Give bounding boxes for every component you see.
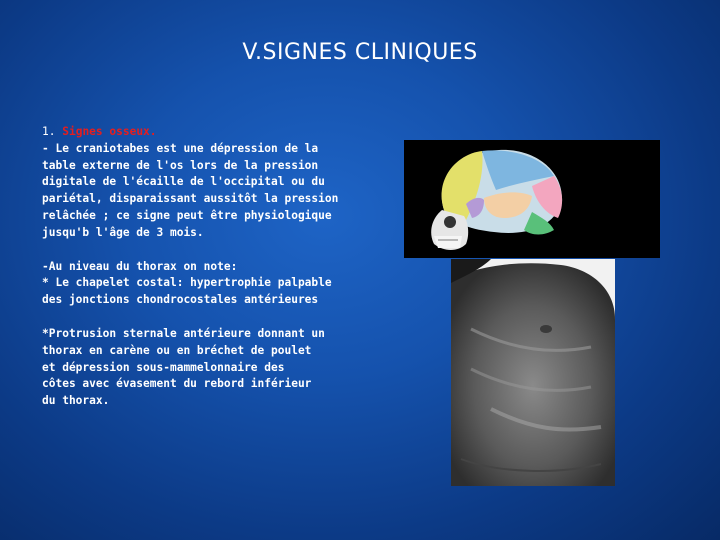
paragraph-thorax: -Au niveau du thorax on note: * Le chapelet costal: hypertrophie palpable des jonctions chondrocostales antérieures [42,259,332,307]
skull-diagram-image [404,140,660,258]
paragraph-protrusion: *Protrusion sternale antérieure donnant un thorax en carène ou en bréchet de poulet et dépression sous-mammelonnaire des côtes avec évasement du rebord inférieur du thorax. [42,326,325,408]
section-heading [42,124,362,141]
chest-illustration [451,259,615,486]
chest-photo-image [451,259,615,486]
section-number: 1. [42,125,56,138]
slide-body [42,124,362,410]
section-label: Signes osseux. [62,125,157,138]
paragraph-craniotabes: - Le craniotabes est une dépression de la table externe de l'os lors de la pression digitale de l'écaille de l'occipital ou du pariétal, disparaissant aussitôt la pression relâchée ; ce signe peut être physiologique jusqu'b l'âge de 3 mois. [42,141,339,239]
slide-title: V.SIGNES CLINIQUES [242,40,478,65]
skull-illustration [404,140,660,258]
